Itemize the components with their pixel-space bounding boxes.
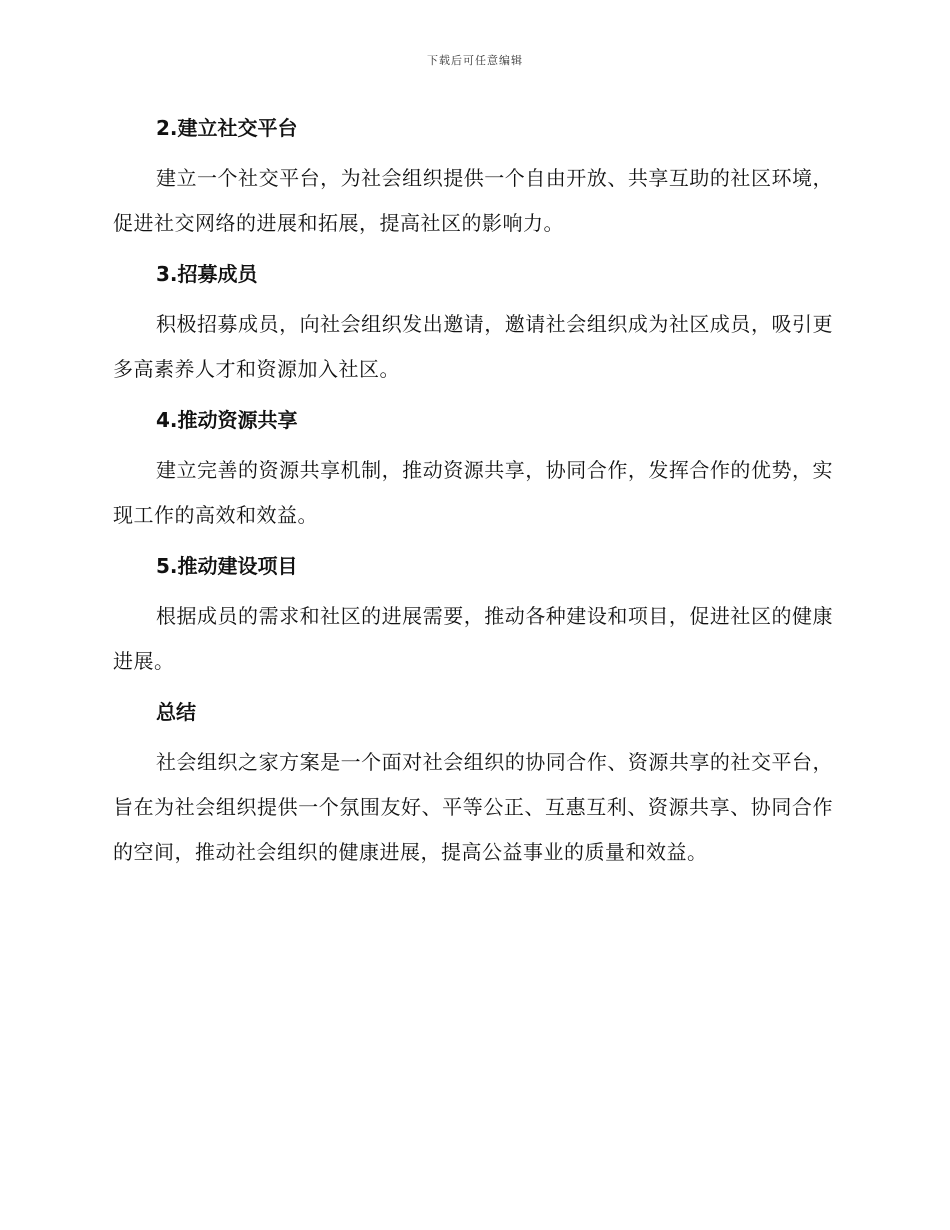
section-heading-resource-sharing: 4.推动资源共享: [156, 408, 298, 432]
section-paragraph-recruit-members: 积极招募成员，向社会组织发出邀请，邀请社会组织成为社区成员，吸引更多高素养人才和资源加入社区。: [113, 312, 833, 381]
page-header-note: 下载后可任意编辑: [427, 54, 523, 67]
section-heading-build-projects: 5.推动建设项目: [156, 554, 298, 578]
section-paragraph-build-projects: 根据成员的需求和社区的进展需要，推动各种建设和项目，促进社区的健康进展。: [113, 604, 833, 673]
section-heading-recruit-members: 3.招募成员: [156, 262, 258, 286]
section-paragraph-summary: 社会组织之家方案是一个面对社会组织的协同合作、资源共享的社交平台，旨在为社会组织提供一个氛围友好、平等公正、互惠互利、资源共享、协同合作的空间，推动社会组织的健康进展，提高公益事业的质量和效益。: [113, 750, 833, 864]
section-paragraph-resource-sharing: 建立完善的资源共享机制，推动资源共享，协同合作，发挥合作的优势，实现工作的高效和效益。: [113, 458, 833, 527]
section-heading-build-platform: 2.建立社交平台: [156, 116, 298, 140]
section-paragraph-build-platform: 建立一个社交平台，为社会组织提供一个自由开放、共享互助的社区环境，促进社交网络的进展和拓展，提高社区的影响力。: [113, 166, 833, 235]
section-heading-summary: 总结: [156, 700, 196, 724]
document-body: [113, 108, 833, 883]
